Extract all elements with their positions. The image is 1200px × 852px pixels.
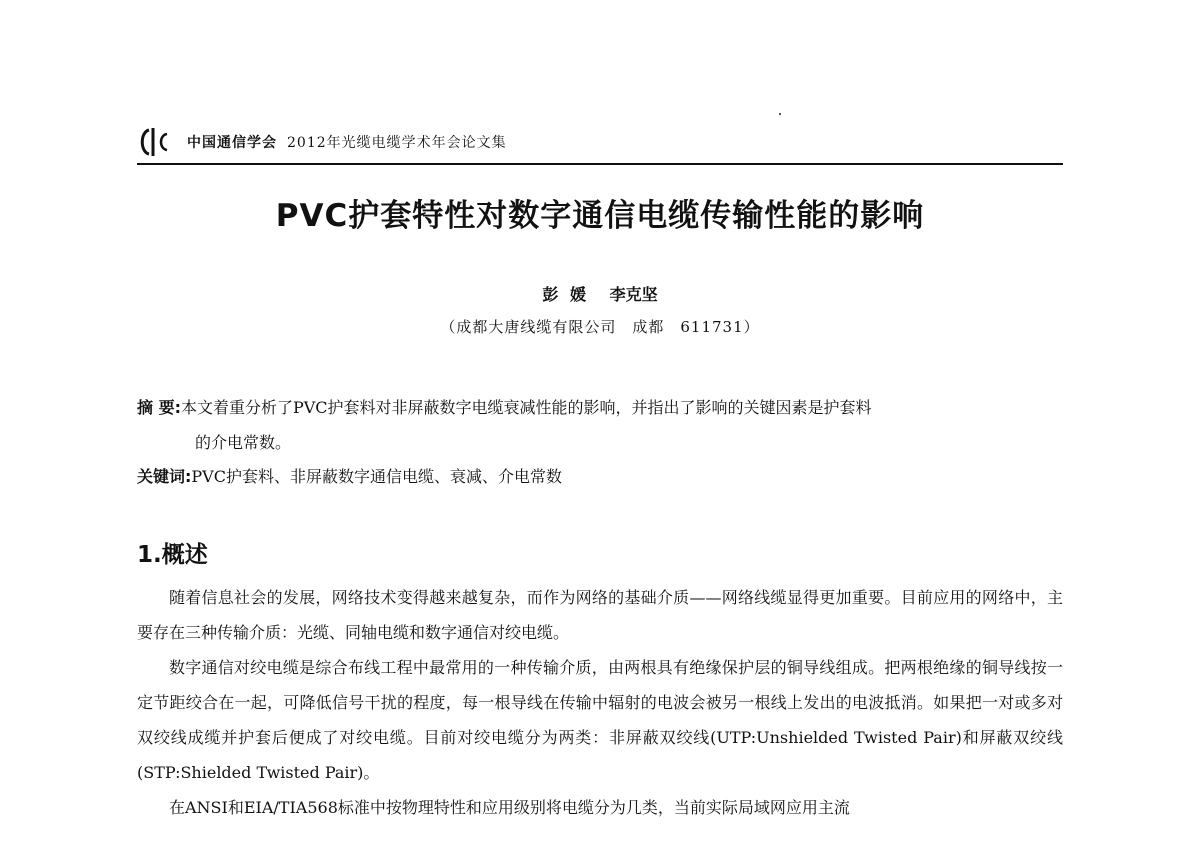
abstract-text: 本文着重分析了PVC护套料对非屏蔽数字电缆衰减性能的影响，并指出了影响的关键因素是护套料 (180, 398, 872, 417)
running-header (137, 124, 507, 160)
abstract-text-continued: 的介电常数。 (195, 433, 292, 452)
paper-title: PVC护套特性对数字通信电缆传输性能的影响 (275, 198, 925, 234)
author-name: 李克坚 (609, 285, 658, 304)
keywords (137, 459, 1063, 494)
affiliation: （成都大唐线缆有限公司 成都 611731） (440, 318, 760, 336)
body-paragraph: 在ANSI和EIA/TIA568标准中按物理特性和应用级别将电缆分为几类，当前实际局域网应用主流 (169, 798, 850, 817)
keywords-text: PVC护套料、非屏蔽数字通信电缆、衰减、介电常数 (191, 467, 562, 486)
cic-logo-icon (137, 126, 181, 158)
section-body (137, 580, 1063, 825)
author-name: 彭 媛 (542, 285, 586, 304)
body-paragraph: 随着信息社会的发展，网络技术变得越来越复杂，而作为网络的基础介质——网络线缆显得更加重要。目前应用的网络中，主要存在三种传输介质：光缆、同轴电缆和数字通信对绞电缆。 (137, 588, 1063, 642)
abstract-label: 摘 要: (137, 398, 181, 417)
keywords-label: 关键词: (137, 467, 192, 486)
abstract (137, 390, 1063, 460)
section-heading: 1.概述 (137, 542, 208, 568)
body-paragraph: 数字通信对绞电缆是综合布线工程中最常用的一种传输介质，由两根具有绝缘保护层的铜导线组成。把两根绝缘的铜导线按一定节距绞合在一起，可降低信号干扰的程度，每一根导线在传输中辐射的电波会被另一根线上发出的电波抵消。如果把一对或多对双绞线成缆并护套后便成了对绞电缆。目前对绞电缆分为两类：非屏蔽双绞线(UTP:Unshielded Twisted Pair)和屏蔽双绞线(STP:Shielded Twisted Pair)。 (137, 658, 1063, 782)
scan-speck (779, 113, 781, 115)
organization-name: 中国通信学会 (187, 135, 277, 151)
header-rule (137, 163, 1063, 165)
proceedings-name: 2012年光缆电缆学术年会论文集 (287, 135, 507, 151)
author-list (0, 282, 1200, 305)
